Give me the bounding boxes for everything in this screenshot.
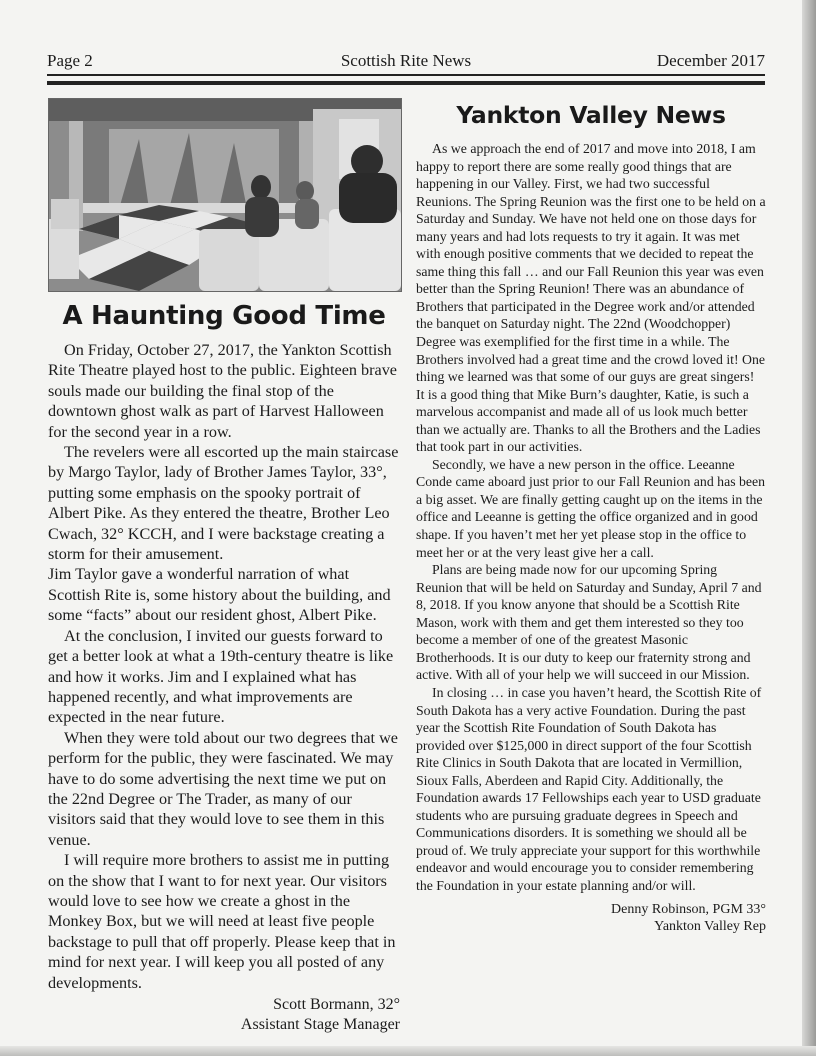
page-edge-shadow [802,0,816,1056]
theatre-photo [48,98,402,292]
author-name: Denny Robinson, PGM 33° [611,901,766,917]
valley-news-paragraph: Plans are being made now for our upcoming Spring Reunion that will be held on Saturday and Sunday, April 7 and 8, 2018. If you know anyone that should be a Scottish Rite Mason, work with them and get them interested so they too become a member of one of the greatest Masonic Brotherhoods. It is our duty to keep our fraternity strong and active. With all of your help we will succeed in our Mission. [416,562,762,683]
page-bottom-edge [0,1046,816,1056]
valley-news-paragraph: As we approach the end of 2017 and move into 2018, I am happy to report there are some really good things that are happening in our Valley. First, we had two successful Reunions. The Spring Reunion was the first one to be held on a Saturday and Sunday. We have not held one on those days for many years and had lots requests to try it again. It was met with enough positive comments that we decided to repeat the same thing this fall … and our Fall Reunion this year was even better than the Spring Reunion! There was an abundance of Brothers that participated in the Degree work and/or attended the banquet on Saturday night. The 22nd (Woodchopper) Degree was exemplified for the first time in a while. The Brothers involved had a great time and the crowd loved it! One thing we learned was that some of our guys are great singers! It is a good thing that Mike Burn’s daughter, Katie, is such a marvelous accompanist and made all of us look much better than we actually are. Thanks to all the Brothers and the Ladies that took part in our activities. [416,141,766,455]
haunting-article [48,298,400,1035]
theatre-photo-illustration [49,99,401,291]
haunting-paragraph: The revelers were all escorted up the main staircase by Margo Taylor, lady of Brother James Taylor, 33°, putting some emphasis on the spooky portrait of Albert Pike. As they entered the theatre, Brother Leo Cwach, 32° KCCH, and I were backstage creating a storm for their amusement. [48,443,399,564]
author-role: Assistant Stage Manager [240,1016,400,1033]
valley-news-article [416,98,766,936]
haunting-paragraph: On Friday, October 27, 2017, the Yankton Scottish Rite Theatre played host to the public. Eighteen brave souls made our building the final stop of the downtown ghost walk as part of Harvest Halloween for the second year in a row. [48,341,397,441]
haunting-paragraph: I will require more brothers to assist me in putting on the show that I want to for next year. Our visitors would love to see how we create a ghost in the Monkey Box, but we will need at least five people backstage to pull that off properly. Please keep that in mind for next year. I will keep you all posted of any developments. [48,851,396,992]
author-role: Yankton Valley Rep [654,919,766,935]
page-header [47,50,765,72]
valley-news-signature [416,901,766,936]
haunting-paragraph: Jim Taylor gave a wonderful narration of what Scottish Rite is, some history about the building, and some “facts” about our resident ghost, Albert Pike. [48,565,391,625]
page-number: Page 2 [47,51,93,70]
haunting-paragraph: When they were told about our two degrees that we perform for the public, they were fascinated. We may have to do some advertising the next time we put on the 22nd Degree or The Trader, as many of our visitors said that they would love to see them in this venue. [48,728,398,849]
haunting-article-title: A Haunting Good Time [62,301,386,331]
header-rule-thin [47,74,765,76]
header-rule-thick [47,81,765,85]
issue-date: December 2017 [656,51,765,70]
valley-news-paragraph: In closing … in case you haven’t heard, the Scottish Rite of South Dakota has a very active Foundation. During the past year the Scottish Rite Foundation of South Dakota has provided over $125,000 in direct support of the four Scottish Rite Clinics in South Dakota that are located in Vermillion, Sioux Falls, Aberdeen and Rapid City. Additionally, the Foundation awards 17 Fellowships each year to USD graduate students who are pursuing graduate degrees in Speech and Communications disorders. It is something we should all be proud of. We truly appreciate your support for this worthwhile endeavor and would encourage you to consider remembering the Foundation in your estate planning and/or will. [416,684,762,893]
publication-name: Scottish Rite News [340,51,472,70]
author-name: Scott Bormann, 32° [273,996,400,1013]
valley-news-title: Yankton Valley News [456,101,726,129]
valley-news-paragraph: Secondly, we have a new person in the office. Leeanne Conde came aboard just prior to our Fall Reunion and has been a big asset. We are finally getting caught up on the items in the office and Leeanne is getting the office organized and in good shape. If you haven’t met her yet please stop in the office to meet her or at the very least give her a call. [416,456,766,560]
haunting-signature [48,995,400,1035]
haunting-paragraph: At the conclusion, I invited our guests forward to get a better look at what a 19th-century theatre is like and how it works. Jim and I explained what has happened recently, and what improvements are expected in the near future. [48,626,394,727]
